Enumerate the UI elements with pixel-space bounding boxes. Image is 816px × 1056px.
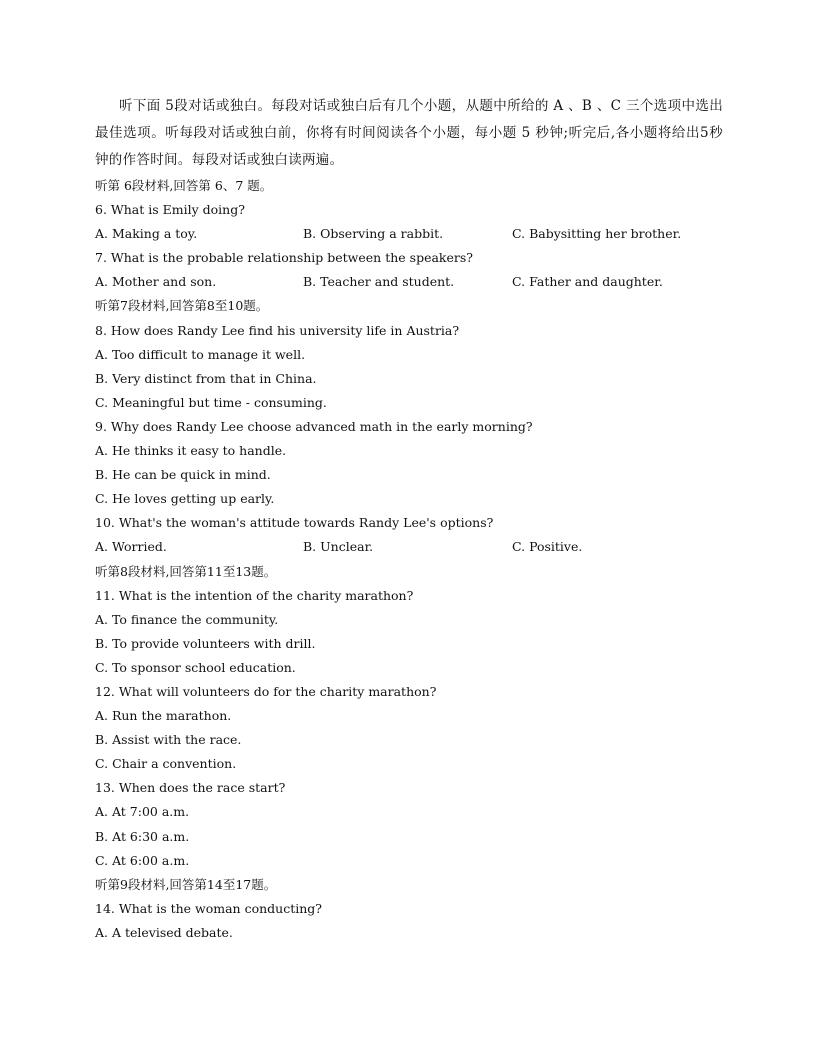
question-9-option-c: C. He loves getting up early. xyxy=(95,491,275,507)
question-7-stem: 7. What is the probable relationship between the speakers? xyxy=(95,250,473,266)
question-10-option-b: B. Unclear. xyxy=(303,539,374,555)
question-13-option-a: A. At 7:00 a.m. xyxy=(95,804,190,820)
question-9-stem: 9. Why does Randy Lee choose advanced math in the early morning? xyxy=(95,418,533,434)
question-10-options xyxy=(95,535,723,559)
section-heading-9: 听第9段材料,回答第14至17题。 xyxy=(95,876,277,892)
question-13-option-b: B. At 6:30 a.m. xyxy=(95,828,190,844)
question-12-option-a: A. Run the marathon. xyxy=(95,708,232,724)
question-12-stem: 12. What will volunteers do for the charity marathon? xyxy=(95,683,437,699)
question-12-option-c: C. Chair a convention. xyxy=(95,756,237,772)
question-12-option-b: B. Assist with the race. xyxy=(95,732,242,748)
section-heading-7: 听第7段材料,回答第8至10题。 xyxy=(95,298,269,314)
question-13-stem: 13. When does the race start? xyxy=(95,780,286,796)
question-6-option-b: B. Observing a rabbit. xyxy=(303,226,444,242)
question-8-option-a: A. Too difficult to manage it well. xyxy=(95,346,306,362)
question-6-stem: 6. What is Emily doing? xyxy=(95,202,245,218)
question-9-option-a: A. He thinks it easy to handle. xyxy=(95,443,287,459)
question-10-option-a: A. Worried. xyxy=(95,539,167,555)
question-7-option-c: C. Father and daughter. xyxy=(512,274,663,290)
question-9-option-b: B. He can be quick in mind. xyxy=(95,467,271,483)
section-heading-8: 听第8段材料,回答第11至13题。 xyxy=(95,563,277,579)
question-10-option-c: C. Positive. xyxy=(512,539,583,555)
question-10-stem: 10. What's the woman's attitude towards Randy Lee's options? xyxy=(95,515,494,531)
question-11-option-b: B. To provide volunteers with drill. xyxy=(95,635,316,651)
question-7-options xyxy=(95,270,723,294)
question-8-option-c: C. Meaningful but time - consuming. xyxy=(95,394,327,410)
question-6-options xyxy=(95,222,723,246)
question-11-option-a: A. To finance the community. xyxy=(95,611,279,627)
question-8-stem: 8. How does Randy Lee find his university life in Austria? xyxy=(95,322,460,338)
question-6-option-c: C. Babysitting her brother. xyxy=(512,226,682,242)
question-11-stem: 11. What is the intention of the charity marathon? xyxy=(95,587,414,603)
question-6-option-a: A. Making a toy. xyxy=(95,226,198,242)
document-page xyxy=(95,93,723,945)
question-7-option-a: A. Mother and son. xyxy=(95,274,217,290)
question-14-option-a: A. A televised debate. xyxy=(95,924,233,940)
question-8-option-b: B. Very distinct from that in China. xyxy=(95,370,317,386)
question-11-option-c: C. To sponsor school education. xyxy=(95,659,296,675)
question-13-option-c: C. At 6:00 a.m. xyxy=(95,852,190,868)
question-14-stem: 14. What is the woman conducting? xyxy=(95,900,322,916)
instructions-paragraph: 听下面 5段对话或独白。每段对话或独白后有几个小题，从题中所给的 A 、B 、C 三个选项中选出最佳选项。听每段对话或独白前，你将有时间阅读各个小题，每小题 5 秒钟;听完后,各小题将给出5秒钟的作答时间。每段对话或独白读两遍。 xyxy=(95,98,723,168)
section-heading-6: 听第 6段材料,回答第 6、7 题。 xyxy=(95,178,273,193)
question-7-option-b: B. Teacher and student. xyxy=(303,274,455,290)
